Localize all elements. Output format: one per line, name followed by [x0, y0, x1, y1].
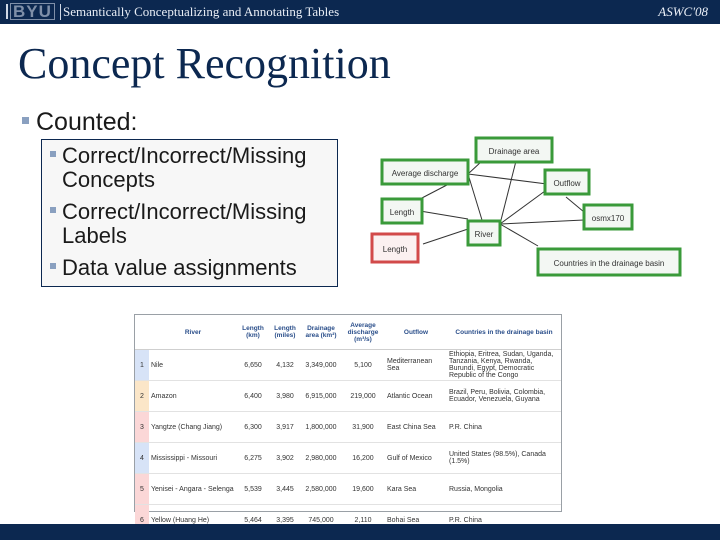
table-row: [135, 474, 561, 505]
node-label: River: [474, 230, 494, 239]
rivers-table: [134, 314, 562, 524]
venue-label: ASWC'08: [658, 4, 708, 19]
sub-bullet-line: Correct/Incorrect/Missing: [62, 199, 307, 224]
footer-bar: [0, 524, 720, 540]
column-header[interactable]: Length (miles): [269, 315, 301, 350]
edge: [500, 224, 538, 246]
table-cell: 5: [135, 474, 149, 505]
table-cell: Nile: [149, 350, 237, 381]
table-cell: 3,902: [269, 443, 301, 474]
sub-bullet-labels: [50, 200, 307, 248]
table-cell: 31,900: [341, 412, 385, 443]
bullet-counted: [22, 108, 137, 137]
sub-bullet-data-values: [50, 256, 297, 280]
column-header[interactable]: River: [149, 315, 237, 350]
table-cell: 6,275: [237, 443, 269, 474]
table-cell: Mississippi - Missouri: [149, 443, 237, 474]
table-cell: 5,100: [341, 350, 385, 381]
table-cell: 4,132: [269, 350, 301, 381]
table-cell: 5,464: [237, 505, 269, 536]
concept-node-countries: [538, 249, 680, 275]
edge: [423, 229, 468, 244]
table-cell: 3,349,000: [301, 350, 341, 381]
table-cell: Russia, Mongolia: [447, 474, 561, 505]
deck-title: Semantically Conceptualizing and Annotating Tables: [63, 4, 340, 19]
table-cell: 3: [135, 412, 149, 443]
table-cell: East China Sea: [385, 412, 447, 443]
node-label: Length: [389, 208, 415, 217]
table-cell: Brazil, Peru, Bolivia, Colombia, Ecuador, Venezuela, Guyana: [447, 381, 561, 412]
table-cell: Amazon: [149, 381, 237, 412]
table-cell: 2,980,000: [301, 443, 341, 474]
concept-node-drainage-area: [476, 138, 552, 162]
concept-node-length: [382, 199, 422, 223]
edge: [468, 174, 547, 184]
edge: [468, 174, 482, 220]
bullet-square-icon: [50, 207, 56, 213]
table-cell: Kara Sea: [385, 474, 447, 505]
concept-node-osmx170: [584, 205, 632, 229]
logo-separator: [60, 4, 61, 20]
table-cell: Mediterranean Sea: [385, 350, 447, 381]
sub-bullet-concepts: [50, 144, 307, 192]
byu-logo: [6, 3, 61, 20]
sub-bullet-line: Concepts: [62, 167, 155, 192]
column-header[interactable]: Length (km): [237, 315, 269, 350]
table-cell: 16,200: [341, 443, 385, 474]
sub-bullet-line: Data value assignments: [62, 255, 297, 280]
node-label: Outflow: [553, 179, 581, 188]
slide-title: Concept Recognition: [18, 39, 391, 88]
node-label: Drainage area: [488, 147, 540, 156]
bullet-text: Counted:: [36, 108, 138, 136]
table-row: [135, 412, 561, 443]
edge: [500, 220, 584, 224]
node-label: osmx170: [591, 214, 625, 223]
concept-node-average-discharge: [382, 160, 468, 184]
bullet-square-icon: [22, 117, 29, 124]
table-cell: 3,980: [269, 381, 301, 412]
node-label: Countries in the drainage basin: [553, 259, 665, 268]
table-cell: Bohai Sea: [385, 505, 447, 536]
table-cell: 3,917: [269, 412, 301, 443]
sub-bullet-line: Labels: [62, 223, 127, 248]
table-cell: 1,800,000: [301, 412, 341, 443]
table-cell: 745,000: [301, 505, 341, 536]
table-cell: Yellow (Huang He): [149, 505, 237, 536]
column-header[interactable]: [135, 315, 149, 350]
node-label: Length: [382, 245, 408, 254]
table-cell: P.R. China: [447, 505, 561, 536]
table-row: [135, 350, 561, 381]
table-cell: Gulf of Mexico: [385, 443, 447, 474]
table-cell: 1: [135, 350, 149, 381]
bullet-square-icon: [50, 263, 56, 269]
column-header[interactable]: Drainage area (km²): [301, 315, 341, 350]
node-label: Average discharge: [391, 169, 459, 178]
logo-bar-icon: [6, 4, 8, 19]
sub-bullet-box: [41, 139, 338, 287]
table-row: [135, 443, 561, 474]
header-bar: [0, 0, 720, 24]
table-cell: 2: [135, 381, 149, 412]
table-cell: P.R. China: [447, 412, 561, 443]
table-cell: 3,395: [269, 505, 301, 536]
table-cell: United States (98.5%), Canada (1.5%): [447, 443, 561, 474]
table-header-row: [135, 315, 561, 350]
table-cell: Ethiopia, Eritrea, Sudan, Uganda, Tanzania, Kenya, Rwanda, Burundi, Egypt, Democratic Republic of the Congo: [447, 350, 561, 381]
concept-node-outflow: [545, 170, 589, 194]
logo-text: BYU: [10, 3, 55, 20]
table-cell: 2,580,000: [301, 474, 341, 505]
table-cell: Atlantic Ocean: [385, 381, 447, 412]
table-cell: 6,915,000: [301, 381, 341, 412]
concept-diagram: [368, 134, 688, 284]
edge: [420, 211, 468, 219]
concept-node-river: [468, 221, 500, 245]
table-cell: Yenisei - Angara - Selenga: [149, 474, 237, 505]
table-cell: 19,600: [341, 474, 385, 505]
table-cell: 219,000: [341, 381, 385, 412]
concept-node-length-incorrect: [372, 234, 418, 262]
table-cell: 4: [135, 443, 149, 474]
table-cell: Yangtze (Chang Jiang): [149, 412, 237, 443]
table-cell: 5,539: [237, 474, 269, 505]
table-cell: 6: [135, 505, 149, 536]
table-cell: 6,300: [237, 412, 269, 443]
edge: [566, 197, 584, 212]
column-header[interactable]: Countries in the drainage basin: [447, 315, 561, 350]
table-row: [135, 381, 561, 412]
sub-bullet-line: Correct/Incorrect/Missing: [62, 143, 307, 168]
table-cell: 3,445: [269, 474, 301, 505]
table-cell: 6,650: [237, 350, 269, 381]
bullet-square-icon: [50, 151, 56, 157]
table-cell: 2,110: [341, 505, 385, 536]
column-header[interactable]: Average discharge (m³/s): [341, 315, 385, 350]
table-cell: 6,400: [237, 381, 269, 412]
column-header[interactable]: Outflow: [385, 315, 447, 350]
